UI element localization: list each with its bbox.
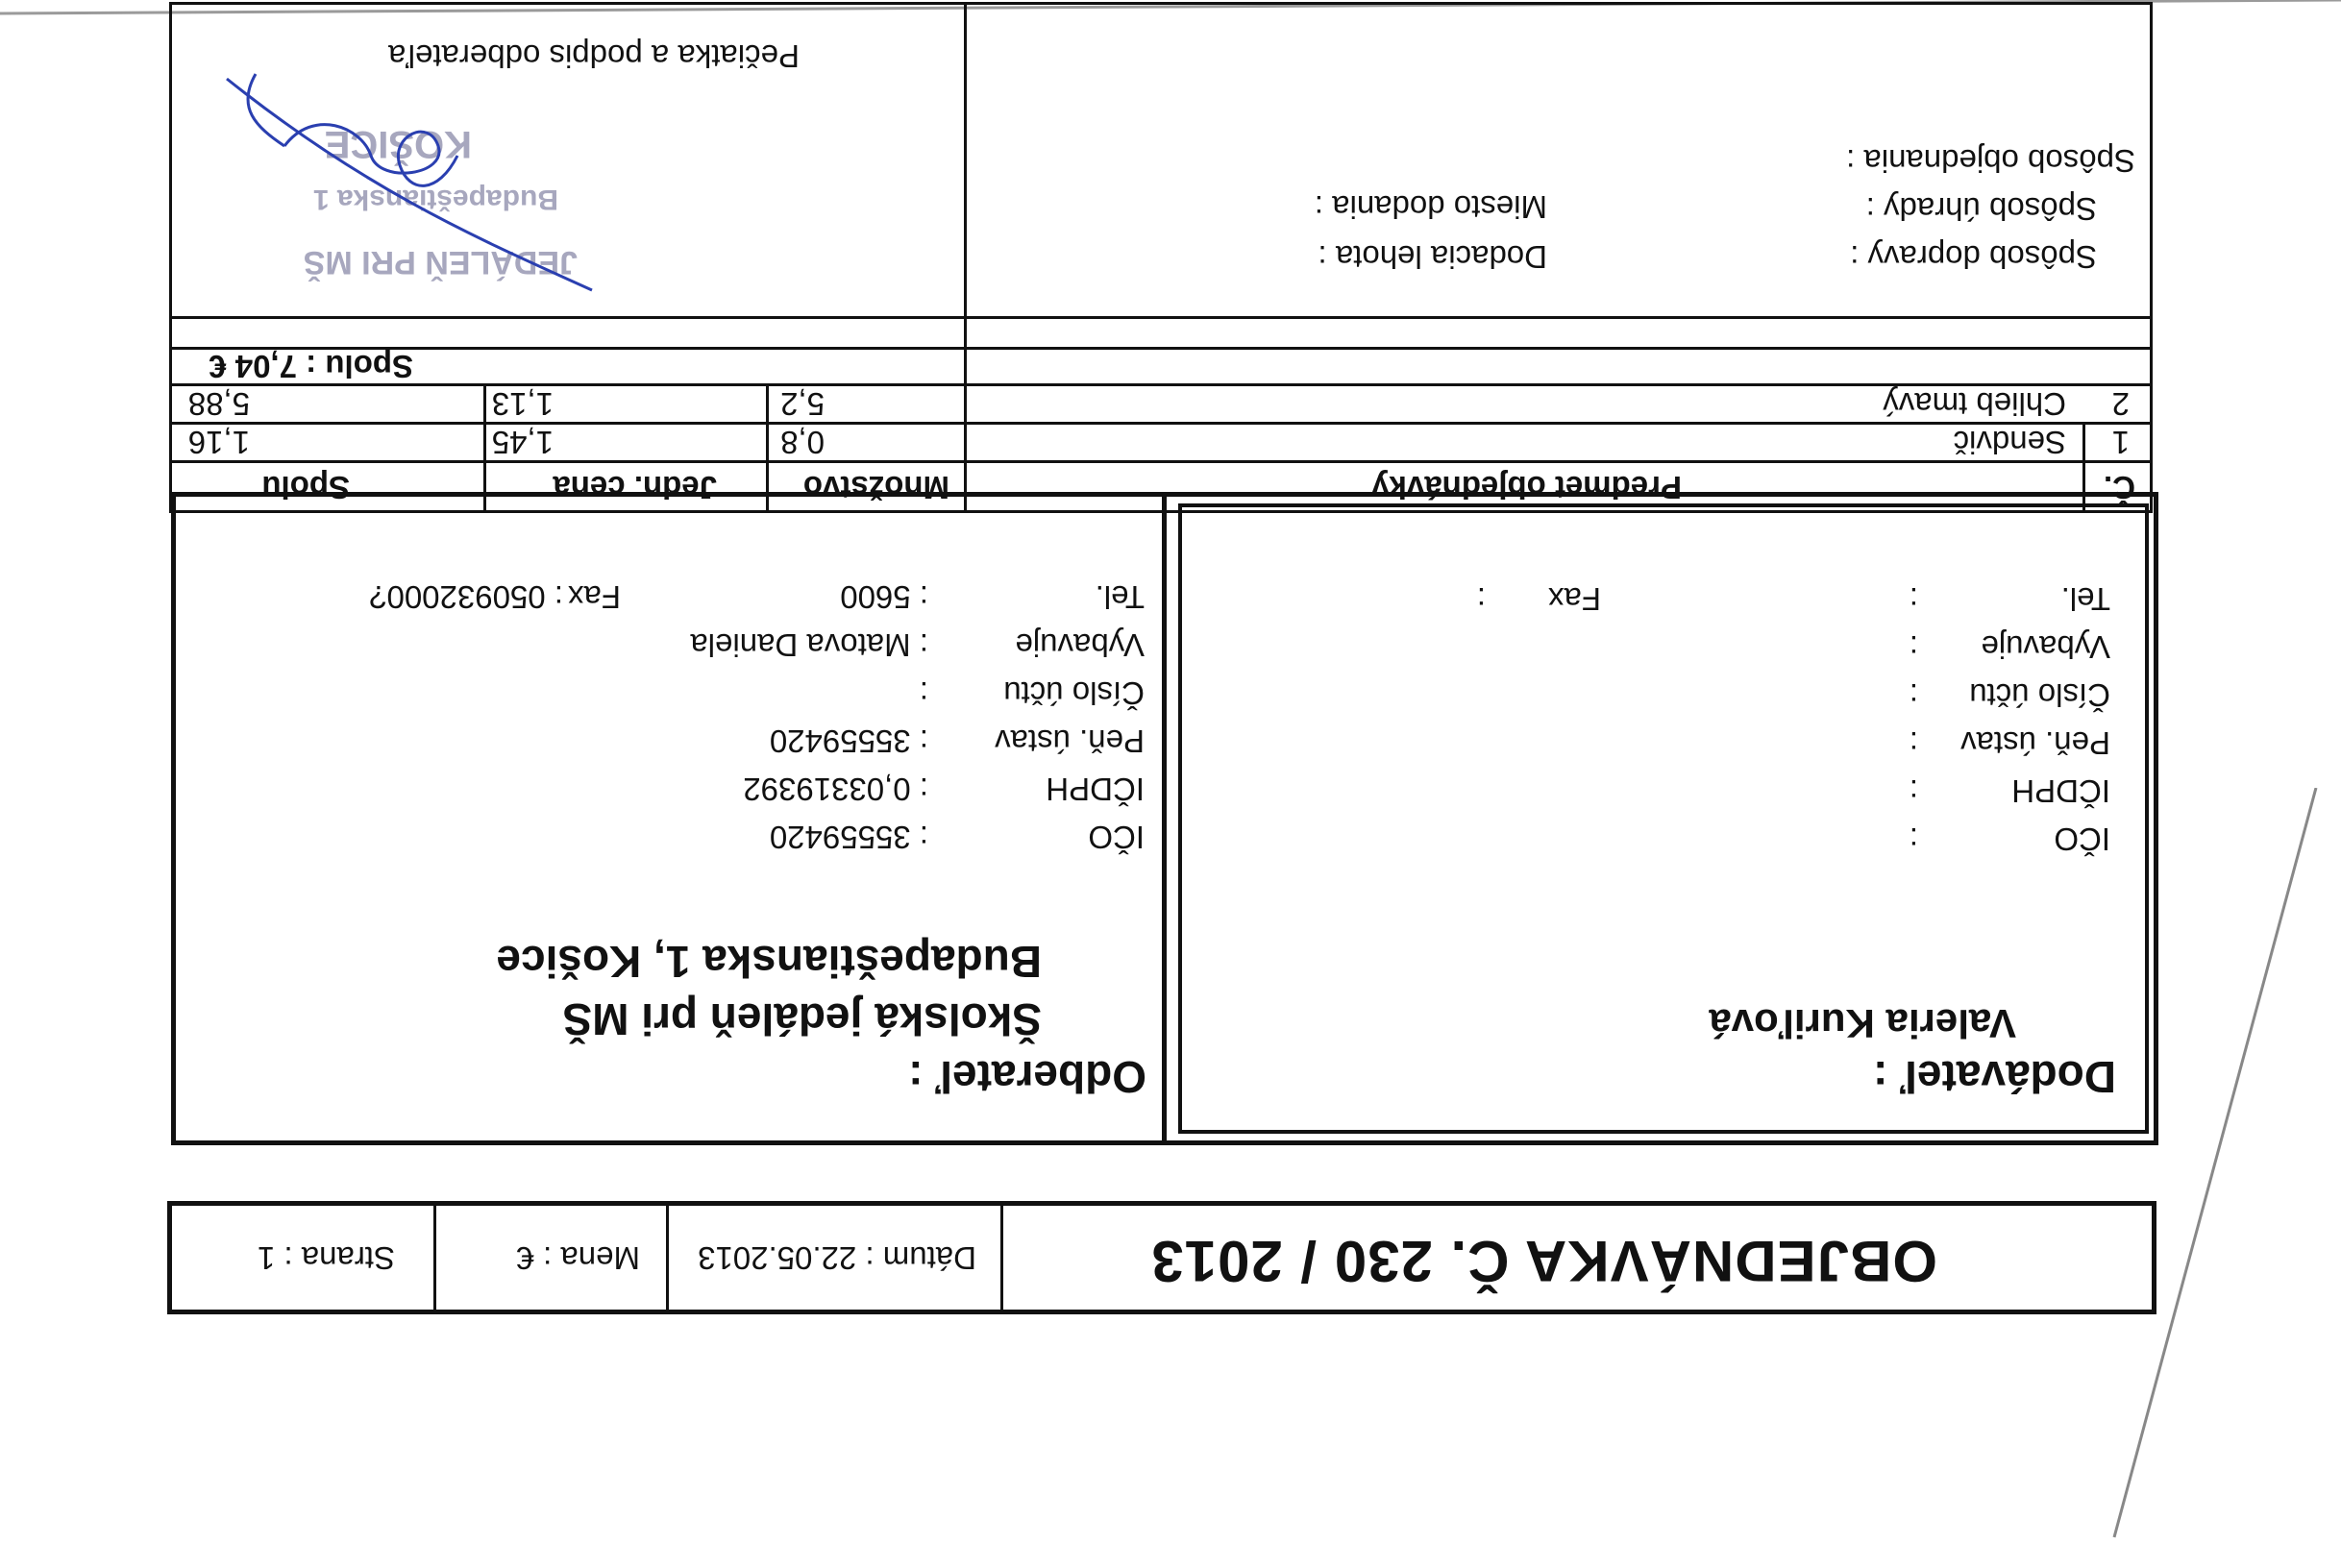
stamp-line-1: JEDÁLEŇ PRI MŠ [303, 244, 578, 281]
customer-name: Školská jedáleň pri MŠ [562, 994, 1042, 1044]
customer-contact-label: Vybavuje [1015, 627, 1145, 663]
customer-fax-label: Fax [567, 579, 621, 615]
col-header-quantity: Množstvo [802, 470, 949, 505]
table-col-line [2082, 425, 2085, 513]
sum-value: 7,04 € [209, 349, 298, 384]
customer-contact-value: : Matova Daniela [690, 627, 928, 663]
row-subject: Chlieb tmavý [1883, 386, 2066, 422]
row-unit-price: 1,13 [491, 386, 554, 422]
date-field: Dátum : 22.05.2013 [698, 1240, 976, 1276]
table-col-line [766, 386, 769, 513]
date-label: Dátum [882, 1240, 976, 1276]
row-quantity: 0,8 [780, 425, 825, 460]
customer-ico-label: IČO [1088, 820, 1145, 855]
header-divider [433, 1201, 436, 1314]
transport-label: Spôsob dopravy : [1850, 239, 2097, 275]
supplier-bank-sep: : [1909, 725, 1918, 761]
stamp-line-2: Budapeštianska 1 [312, 184, 558, 215]
customer-tel-value: : 5600 [840, 579, 928, 615]
date-value: 22.05.2013 [698, 1240, 857, 1276]
sum-field [209, 348, 413, 384]
parties-divider [1162, 492, 1167, 1145]
col-header-subject: Predmet objednávky [1371, 470, 1682, 505]
table-row-line [169, 422, 2153, 425]
supplier-icdph-label: IČDPH [2011, 773, 2110, 809]
customer-heading: Odberateľ : [908, 1052, 1146, 1102]
table-row-line [169, 347, 2153, 350]
table-row-line [169, 316, 2153, 319]
row-no: 2 [2111, 386, 2130, 422]
supplier-ico-sep: : [1909, 821, 1918, 857]
signature-scribble [198, 50, 602, 300]
currency-field: Mena : € [516, 1240, 640, 1276]
customer-tel-label: Tel. [1095, 579, 1145, 615]
table-row-line [169, 383, 2153, 386]
supplier-contact-label: Vybavuje [1981, 629, 2110, 665]
row-total: 5,88 [187, 386, 250, 422]
supplier-account-sep: : [1909, 677, 1918, 713]
col-header-total: Spolu [261, 470, 350, 505]
header-divider [1000, 1201, 1003, 1314]
col-header-unit-price: Jedn. cena [553, 470, 717, 505]
table-header-line [169, 460, 2153, 463]
payment-label: Spôsob úhrady : [1865, 191, 2097, 227]
table-col-line [483, 386, 486, 513]
table-col-line [964, 2, 967, 513]
scan-edge-right [2095, 788, 2341, 1556]
customer-account-value: : [919, 675, 928, 711]
supplier-icdph-sep: : [1909, 773, 1918, 809]
supplier-heading: Dodávateľ : [1873, 1052, 2116, 1102]
supplier-bank-label: Peň. ústav [1960, 725, 2110, 761]
customer-fax-value: : 050932000? [369, 579, 563, 615]
stamp-line-3: KOŠICE [324, 123, 472, 165]
signature-caption: Pečiatka a podpis odberateľa [388, 38, 800, 74]
supplier-account-label: Číslo účtu [1969, 677, 2110, 713]
order-method-label: Spôsob objednania : [1846, 143, 2135, 179]
row-total: 1,16 [187, 425, 250, 460]
sum-label: Spolu : [306, 349, 413, 384]
order-title: OBJEDNÁVKA Č. 230 / 2013 [1150, 1229, 1937, 1293]
col-header-no: Č. [2104, 470, 2135, 505]
customer-ico-value: : 35559420 [769, 820, 928, 855]
supplier-name: Valeria Kuriľová [1709, 1001, 2016, 1046]
supplier-fax-sep: : [1476, 581, 1486, 617]
supplier-contact-sep: : [1909, 629, 1918, 665]
customer-account-label: Číslo účtu [1003, 675, 1145, 711]
currency-label: Mena [560, 1240, 640, 1276]
lead-time-label: Dodacia lehota : [1318, 239, 1547, 275]
page-label: Strana [301, 1240, 395, 1276]
header-divider [666, 1201, 669, 1314]
place-label: Miesto dodania : [1314, 189, 1547, 225]
supplier-tel-sep: : [1909, 581, 1918, 617]
row-subject: Sendvič [1953, 425, 2066, 460]
row-unit-price: 1,45 [491, 425, 554, 460]
supplier-tel-label: Tel. [2060, 581, 2110, 617]
customer-icdph-value: : 0,03319392 [743, 772, 928, 807]
supplier-fax-label: Fax [1547, 581, 1601, 617]
customer-bank-label: Peň. ústav [995, 723, 1145, 759]
currency-value: € [516, 1240, 534, 1276]
supplier-ico-label: IČO [2054, 821, 2110, 857]
customer-icdph-label: IČDPH [1046, 772, 1145, 807]
customer-address: Budapeštianska 1, Košice [496, 937, 1042, 987]
row-quantity: 5,2 [780, 386, 825, 422]
page-value: 1 [257, 1240, 276, 1276]
page-field: Strana : 1 [257, 1240, 395, 1276]
customer-bank-value: : 35559420 [769, 723, 928, 759]
row-no: 1 [2111, 425, 2130, 460]
